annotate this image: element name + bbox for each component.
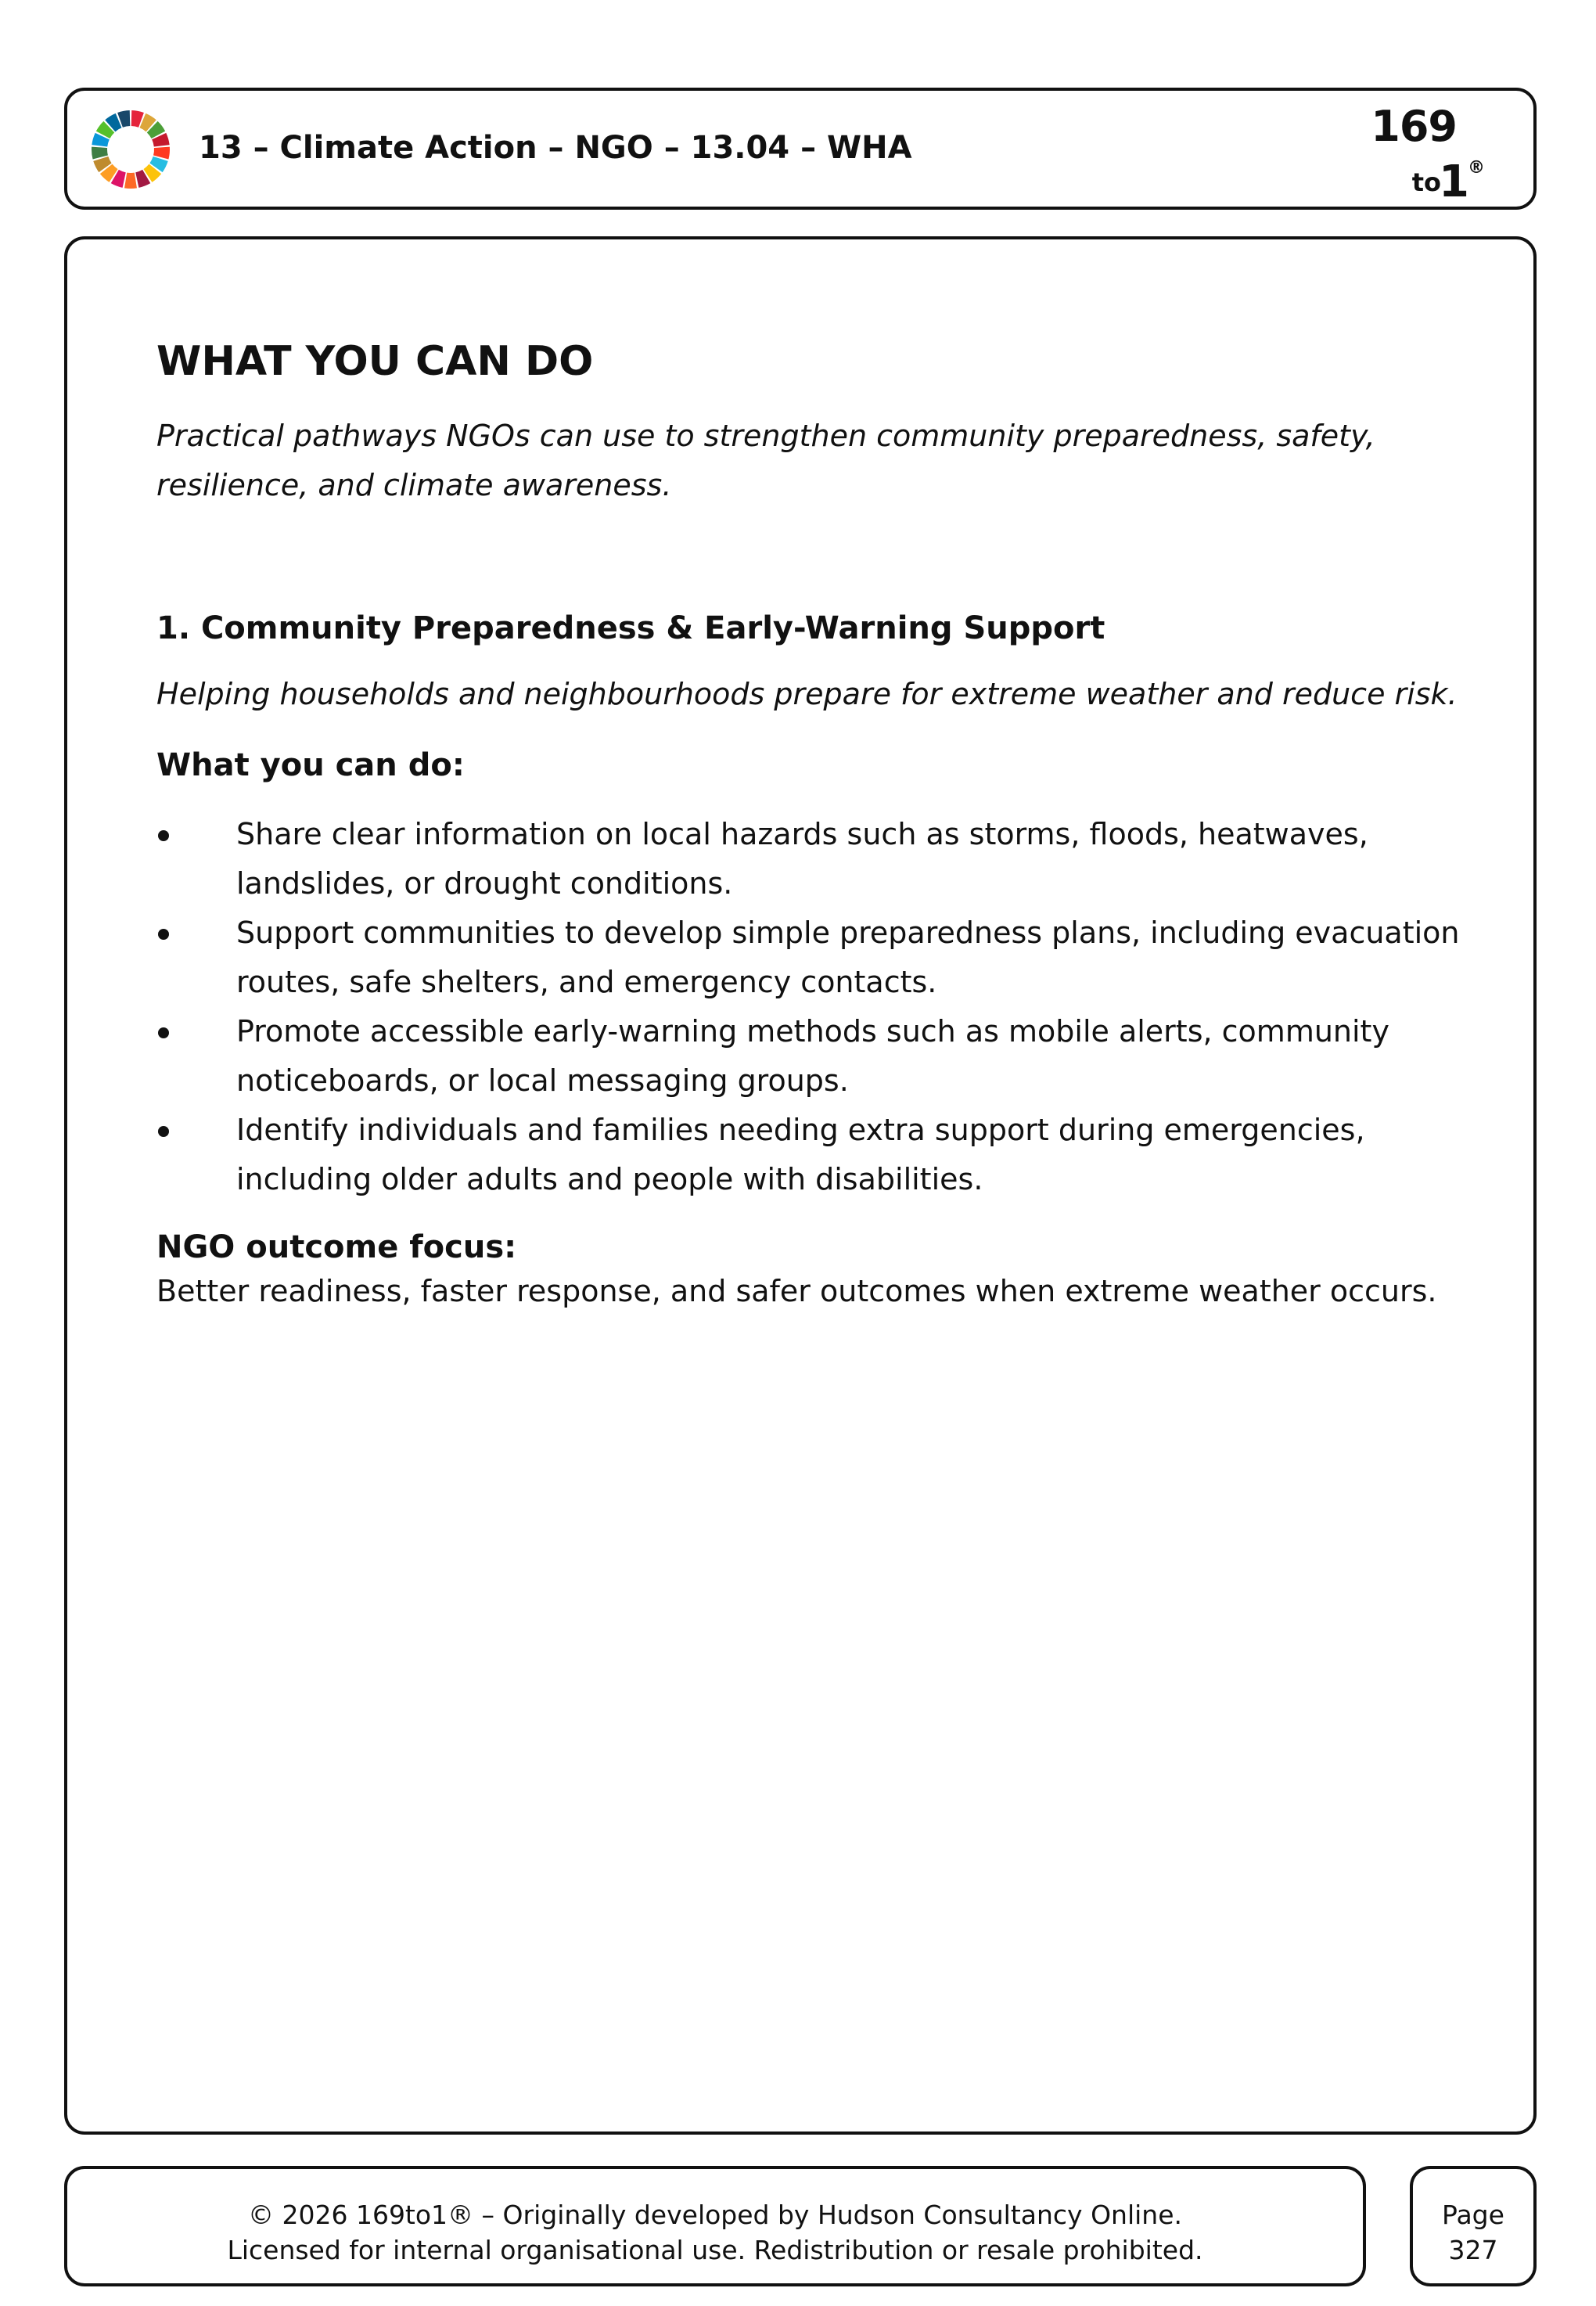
list-item-text: Promote accessible early-warning methods such as mobile alerts, community noticeboards, or local messaging groups. [236,1014,1389,1098]
footer-copyright [64,2166,1366,2286]
list-item [156,810,1471,908]
actions-list [156,810,1471,1204]
brand-one: 1 [1439,156,1469,207]
list-item-text: Identify individuals and families needing extra support during emergencies, including older adults and people with disabilities. [236,1113,1365,1196]
list-item [156,1007,1471,1106]
list-item [156,908,1471,1007]
page-number-box [1410,2166,1537,2286]
content [156,338,1471,1316]
page-number: 327 [1448,2235,1498,2265]
sdg-wheel-icon [88,106,174,192]
list-item [156,1106,1471,1204]
outcome-heading: NGO outcome focus: [156,1229,517,1265]
page-indicator [1413,2197,1533,2268]
copyright-line: © 2026 169to1® – Originally developed by Hudson Consultancy Online. [247,2200,1183,2230]
intro-text: Practical pathways NGOs can use to strengthen community preparedness, safety, resilience, and climate awareness. [156,419,1375,502]
list-item-text: Support communities to develop simple preparedness plans, including evacuation routes, safe shelters, and emergency contacts. [236,916,1460,999]
bullet-icon [158,830,169,841]
bullet-icon [158,1126,169,1137]
footer-text [67,2197,1363,2268]
sdg-wheel-segment [124,173,137,189]
page-title: WHAT YOU CAN DO [156,338,594,385]
license-line: Licensed for internal organisational use. Redistribution or resale prohibited. [227,2235,1203,2265]
bullet-icon [158,1027,169,1038]
main-panel [64,236,1537,2135]
brand-number: 169 [1371,102,1457,151]
brand-logo [1371,102,1486,207]
header-bar [64,88,1537,210]
outcome-text: Better readiness, faster response, and safer outcomes when extreme weather occurs. [156,1274,1437,1308]
brand-to: to [1411,167,1441,197]
brand-registered-mark: ® [1468,158,1485,178]
page-label: Page [1442,2200,1504,2230]
bullet-icon [158,929,169,940]
header-title: 13 – Climate Action – NGO – 13.04 – WHA [199,130,912,166]
section-title: 1. Community Preparedness & Early-Warning Support [156,610,1105,646]
actions-heading: What you can do: [156,747,465,783]
section-description: Helping households and neighbourhoods prepare for extreme weather and reduce risk. [156,677,1458,711]
list-item-text: Share clear information on local hazards such as storms, floods, heatwaves, landslides, or drought conditions. [236,817,1368,901]
